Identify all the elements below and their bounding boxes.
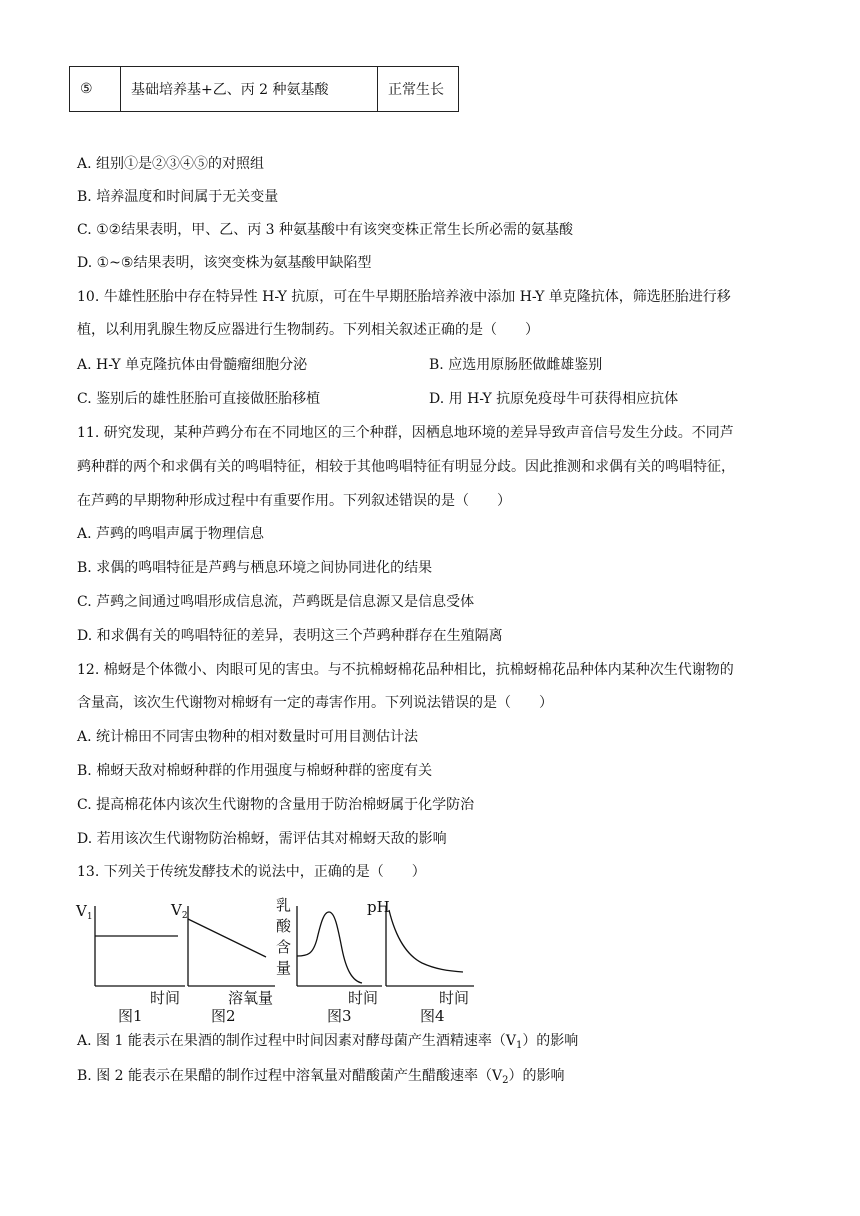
fig3-x-label: 时间	[348, 989, 379, 1007]
fig4-caption: 图4	[420, 1007, 445, 1024]
q12-option-d: D. 若用该次生代谢物防治棉蚜，需评估其对棉蚜天敌的影响	[77, 831, 447, 847]
q11-option-b: B. 求偶的鸣唱特征是芦鹀与栖息环境之间协同进化的结果	[77, 560, 433, 576]
fig1-y-label: $V_1$	[76, 902, 93, 922]
fig4-x-label: 时间	[439, 989, 470, 1007]
result-cell: 正常生长	[378, 67, 459, 112]
q13-option-b: B. 图 2 能表示在果醋的制作过程中溶氧量对醋酸菌产生醋酸速率$(V_2)$的影响	[77, 1068, 565, 1086]
figure-2	[170, 901, 275, 1024]
q10-option-b: B. 应选用原肠胚做雌雄鉴别	[429, 357, 603, 373]
q13-option-a: A. 图 1 能表示在果酒的制作过程中时间因素对酵母菌产生酒精速率$(V_1)$的影响	[77, 1033, 579, 1051]
fig2-caption: 图2	[211, 1007, 236, 1024]
q10-stem-line-1: 10. 牛雄性胚胎中存在特异性 H-Y 抗原，可在牛早期胚胎培养液中添加 H-Y 单克隆抗体，筛选胚胎进行移	[77, 289, 731, 305]
fig3-y-label-2: 酸	[276, 917, 292, 935]
q10-option-d: D. 用 H-Y 抗原免疫母牛可获得相应抗体	[429, 391, 679, 407]
fig2-curve	[188, 919, 266, 957]
q9-option-a: A. 组别①是②③④⑤的对照组	[77, 156, 265, 172]
table-row	[70, 67, 459, 112]
q10-option-c: C. 鉴别后的雄性胚胎可直接做胚胎移植	[77, 391, 321, 407]
q9-option-b: B. 培养温度和时间属于无关变量	[77, 189, 279, 205]
figure-4	[367, 898, 474, 1024]
q11-option-d: D. 和求偶有关的鸣唱特征的差异，表明这三个芦鹀种群存在生殖隔离	[77, 628, 503, 644]
medium-table	[69, 66, 459, 112]
q11-option-c: C. 芦鹀之间通过鸣唱形成信息流，芦鹀既是信息源又是信息受体	[77, 594, 475, 610]
q12-option-c: C. 提高棉花体内该次生代谢物的含量用于防治棉蚜属于化学防治	[77, 797, 475, 813]
fig3-y-label-1: 乳	[276, 896, 292, 914]
group-number-cell: ⑤	[70, 67, 121, 112]
fig4-curve	[389, 910, 463, 972]
fig3-caption: 图3	[327, 1007, 352, 1024]
fig3-curve	[297, 912, 362, 983]
q12-option-a: A. 统计棉田不同害虫物种的相对数量时可用目测估计法	[77, 729, 419, 745]
q9-option-d: D. ①~⑤结果表明，该突变株为氨基酸甲缺陷型	[77, 255, 372, 271]
medium-cell: 基础培养基+乙、丙 2 种氨基酸	[121, 67, 378, 112]
q12-stem-line-1: 12. 棉蚜是个体微小、肉眼可见的害虫。与不抗棉蚜棉花品种相比，抗棉蚜棉花品种体内某种次生代谢物的	[77, 662, 734, 678]
q12-option-b: B. 棉蚜天敌对棉蚜种群的作用强度与棉蚜种群的密度有关	[77, 763, 433, 779]
q10-stem-line-2: 植，以利用乳腺生物反应器进行生物制药。下列相关叙述正确的是（ ）	[77, 322, 539, 338]
q11-stem-line-2: 鹀种群的两个和求偶有关的鸣唱特征，相较于其他鸣唱特征有明显分歧。因此推测和求偶有关的鸣唱特征，	[77, 459, 735, 475]
fig1-x-label: 时间	[150, 989, 181, 1007]
fig1-caption: 图1	[118, 1007, 143, 1024]
q11-stem-line-3: 在芦鹀的早期物种形成过程中有重要作用。下列叙述错误的是（ ）	[77, 493, 511, 509]
q10-option-a: A. H-Y 单克隆抗体由骨髓瘤细胞分泌	[77, 357, 308, 373]
q12-stem-line-2: 含量高，该次生代谢物对棉蚜有一定的毒害作用。下列说法错误的是（ ）	[77, 695, 553, 711]
q13-figures	[70, 894, 480, 1024]
fig3-y-label-3: 含	[276, 938, 292, 956]
q13-stem: 13. 下列关于传统发酵技术的说法中，正确的是（ ）	[77, 864, 426, 880]
q11-stem-line-1: 11. 研究发现，某种芦鹀分布在不同地区的三个种群，因栖息地环境的差异导致声音信号发生分歧。不同芦	[77, 425, 734, 441]
fig2-x-label: 溶氧量	[228, 989, 274, 1007]
figure-1	[75, 902, 185, 1024]
fig2-y-label: $V_2$	[171, 901, 188, 921]
q9-option-c: C. ①②结果表明，甲、乙、丙 3 种氨基酸中有该突变株正常生长所必需的氨基酸	[77, 222, 574, 238]
fig4-y-label: pH	[367, 898, 390, 916]
q11-option-a: A. 芦鹀的鸣唱声属于物理信息	[77, 526, 265, 542]
fig3-y-label-4: 量	[276, 959, 292, 977]
